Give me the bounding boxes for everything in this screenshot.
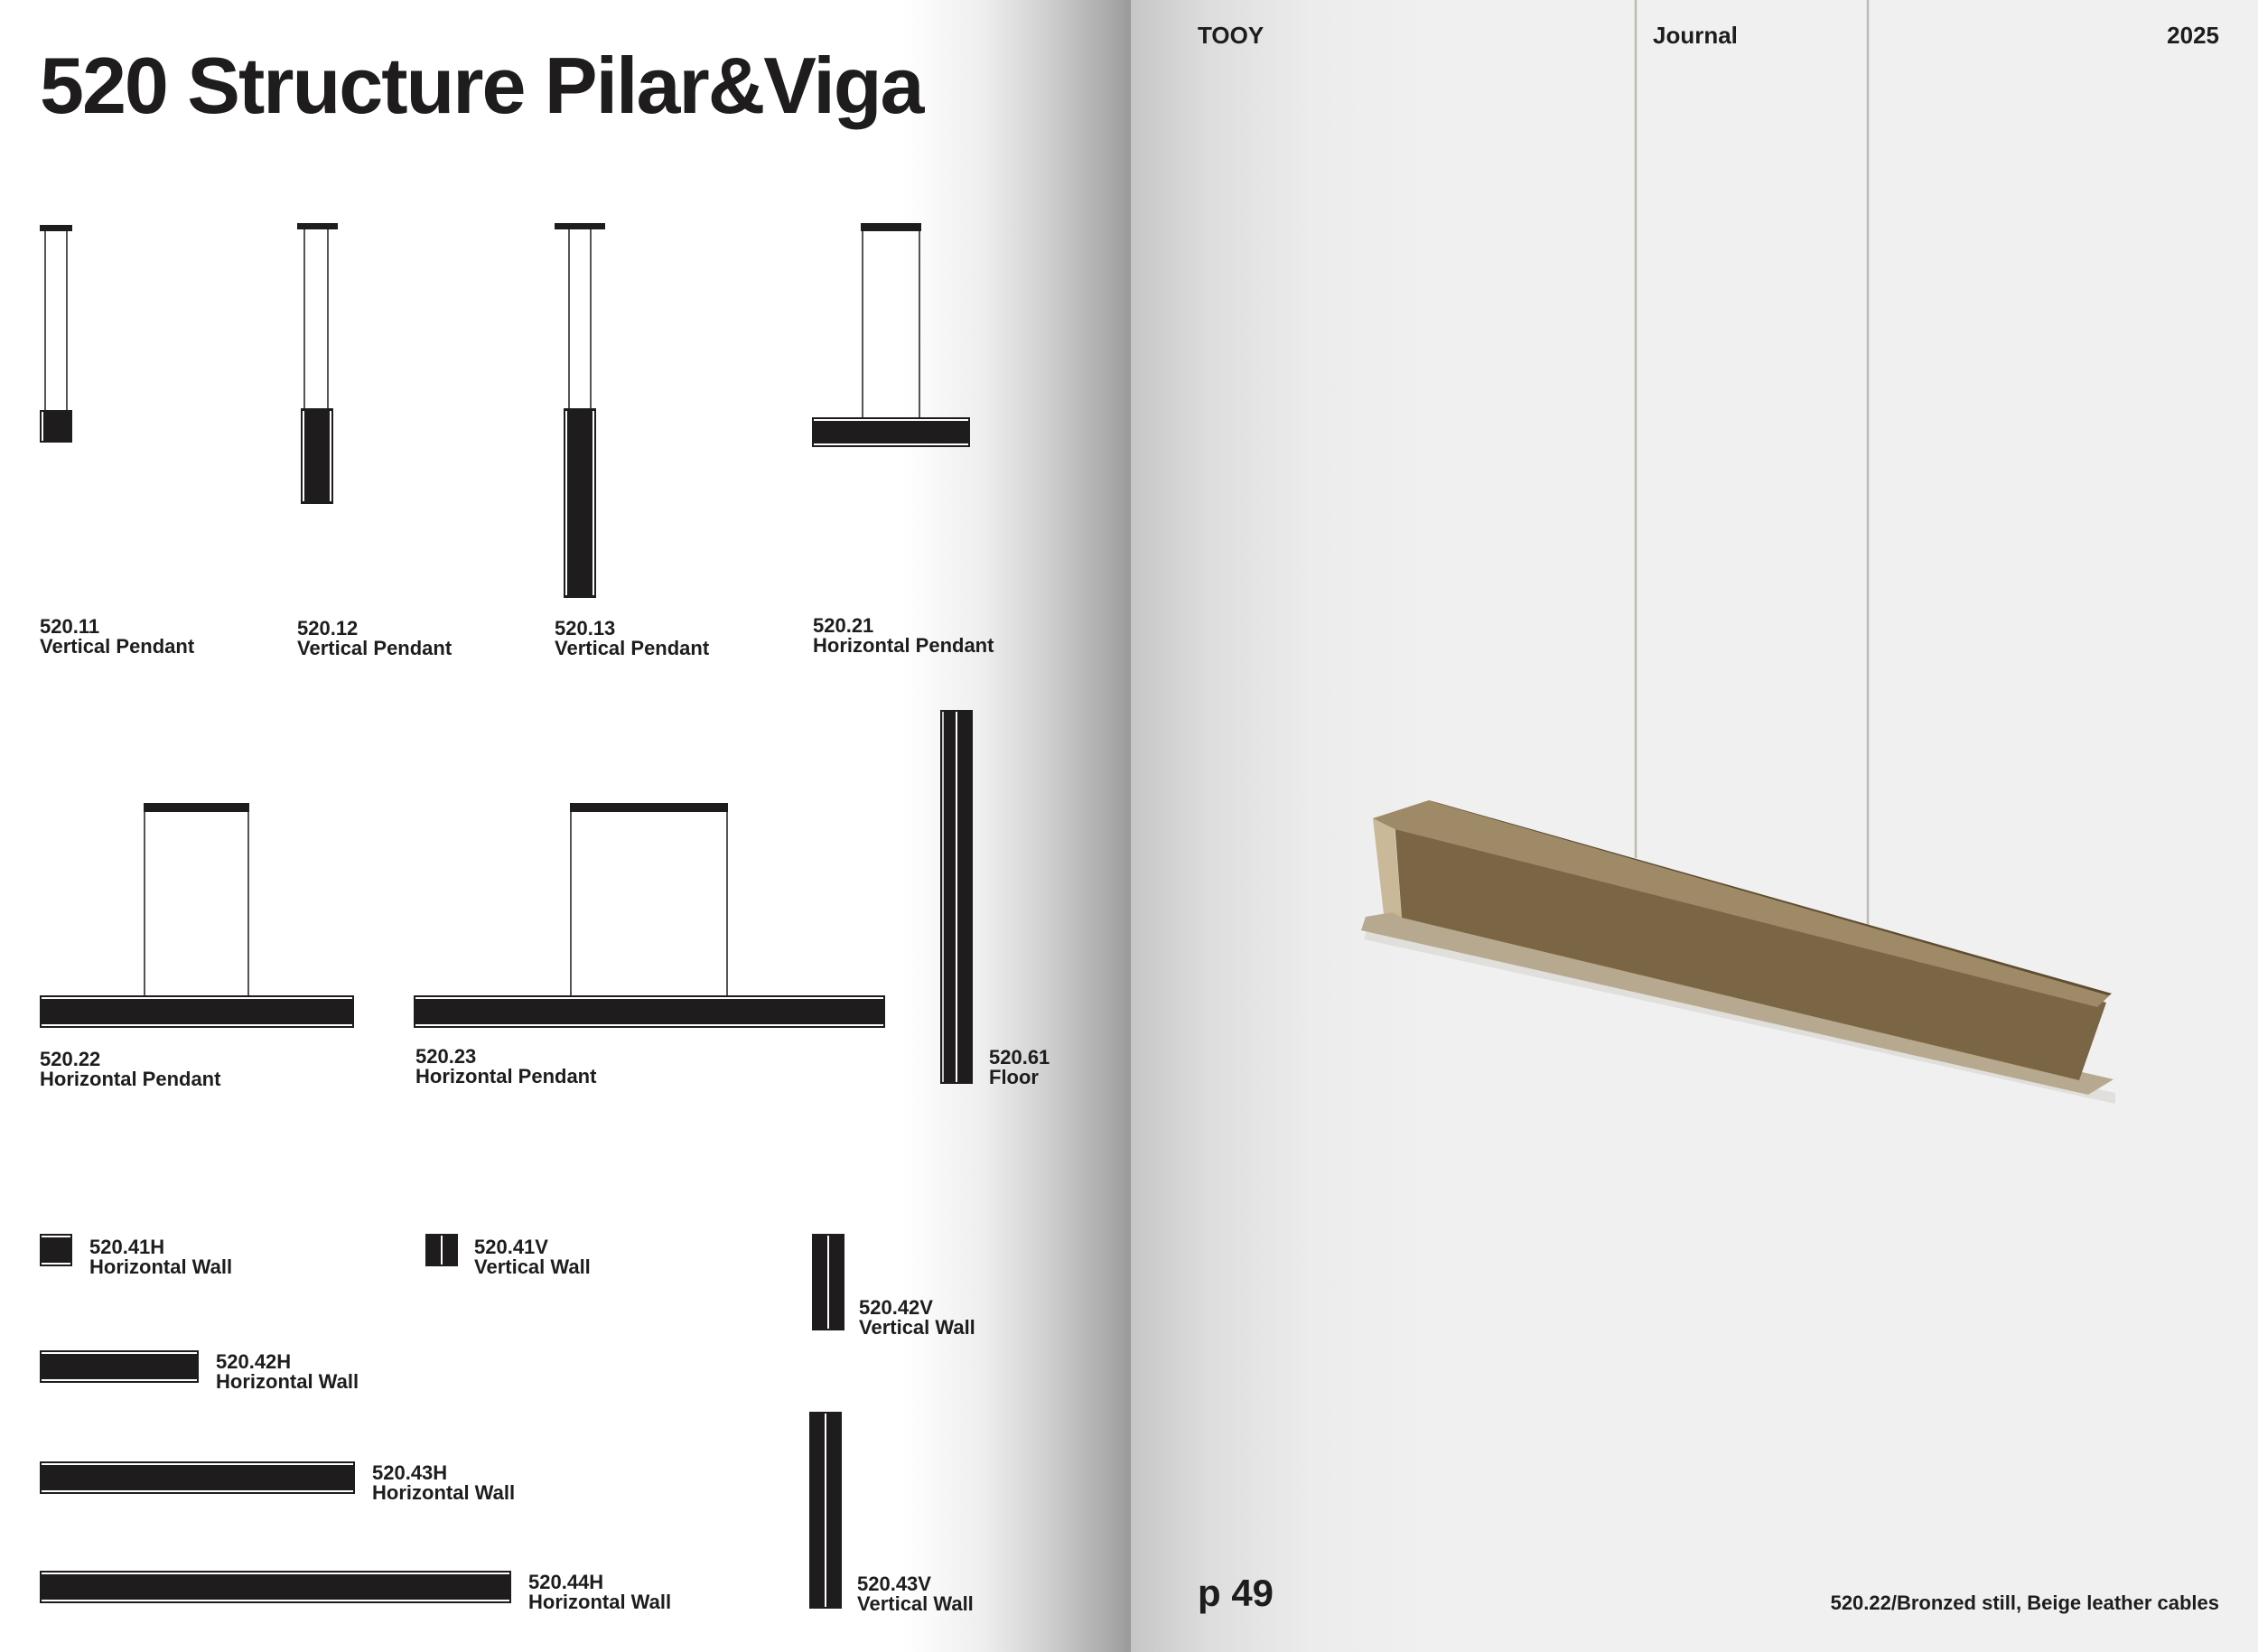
drawing-520-11 bbox=[40, 225, 72, 443]
product-code: 520.44H bbox=[528, 1571, 604, 1593]
product-label-520-41h bbox=[89, 1237, 232, 1277]
product-label-520-42v bbox=[859, 1298, 975, 1338]
product-name: Vertical Pendant bbox=[297, 637, 453, 659]
drawing-520-23 bbox=[414, 803, 885, 1028]
product-code: 520.42H bbox=[216, 1350, 292, 1373]
product-photo-520-22 bbox=[1131, 0, 2258, 1652]
product-label-520-11 bbox=[40, 617, 194, 657]
product-name: Vertical Wall bbox=[474, 1255, 591, 1278]
brand-header: TOOY bbox=[1198, 22, 1264, 49]
product-name: Vertical Wall bbox=[857, 1592, 974, 1615]
product-name: Vertical Pendant bbox=[40, 635, 195, 658]
drawing-520-13 bbox=[555, 223, 605, 598]
product-name: Horizontal Wall bbox=[372, 1481, 516, 1504]
page-title: 520 Structure Pilar&Viga bbox=[40, 41, 923, 130]
drawing-520-21 bbox=[812, 223, 970, 447]
product-label-520-43h bbox=[372, 1463, 515, 1503]
product-label-520-23 bbox=[415, 1047, 596, 1087]
drawing-520-12 bbox=[297, 223, 338, 504]
page-number: p 49 bbox=[1198, 1572, 1274, 1614]
product-name: Vertical Wall bbox=[859, 1316, 975, 1339]
drawing-520-43v bbox=[809, 1412, 842, 1609]
drawing-520-44h bbox=[40, 1571, 511, 1603]
product-label-520-44h bbox=[528, 1573, 671, 1612]
product-code: 520.13 bbox=[555, 617, 616, 639]
product-name: Horizontal Pendant bbox=[415, 1065, 597, 1087]
product-label-520-61 bbox=[989, 1048, 1050, 1087]
drawing-520-41h bbox=[40, 1234, 72, 1266]
product-label-520-13 bbox=[555, 619, 709, 658]
product-label-520-42h bbox=[216, 1352, 359, 1392]
product-code: 520.41H bbox=[89, 1236, 165, 1258]
product-label-520-12 bbox=[297, 619, 452, 658]
product-code: 520.43H bbox=[372, 1461, 448, 1484]
drawing-520-22 bbox=[40, 803, 354, 1028]
product-code: 520.42V bbox=[859, 1296, 933, 1319]
product-code: 520.61 bbox=[989, 1046, 1050, 1069]
right-page bbox=[1131, 0, 2258, 1652]
product-code: 520.43V bbox=[857, 1573, 931, 1595]
drawing-520-43h bbox=[40, 1461, 355, 1494]
product-name: Floor bbox=[989, 1066, 1039, 1088]
product-label-520-43v bbox=[857, 1574, 974, 1614]
product-code: 520.23 bbox=[415, 1045, 477, 1068]
photo-caption: 520.22/Bronzed still, Beige leather cables bbox=[1830, 1591, 2219, 1614]
product-name: Vertical Pendant bbox=[555, 637, 710, 659]
product-label-520-22 bbox=[40, 1050, 220, 1089]
product-code: 520.12 bbox=[297, 617, 359, 639]
product-code: 520.22 bbox=[40, 1048, 101, 1070]
product-name: Horizontal Wall bbox=[216, 1370, 359, 1393]
drawing-520-42v bbox=[812, 1234, 844, 1330]
product-code: 520.21 bbox=[813, 614, 874, 637]
year-header: 2025 bbox=[2167, 22, 2219, 49]
product-name: Horizontal Wall bbox=[528, 1591, 672, 1613]
product-name: Horizontal Wall bbox=[89, 1255, 233, 1278]
product-code: 520.41V bbox=[474, 1236, 548, 1258]
drawing-520-61 bbox=[940, 710, 973, 1084]
product-code: 520.11 bbox=[40, 615, 100, 638]
section-header: Journal bbox=[1653, 22, 1738, 49]
product-label-520-21 bbox=[813, 616, 994, 656]
product-label-520-41v bbox=[474, 1237, 591, 1277]
drawing-520-41v bbox=[425, 1234, 458, 1266]
product-name: Horizontal Pendant bbox=[40, 1068, 221, 1090]
drawing-520-42h bbox=[40, 1350, 199, 1383]
product-name: Horizontal Pendant bbox=[813, 634, 994, 657]
